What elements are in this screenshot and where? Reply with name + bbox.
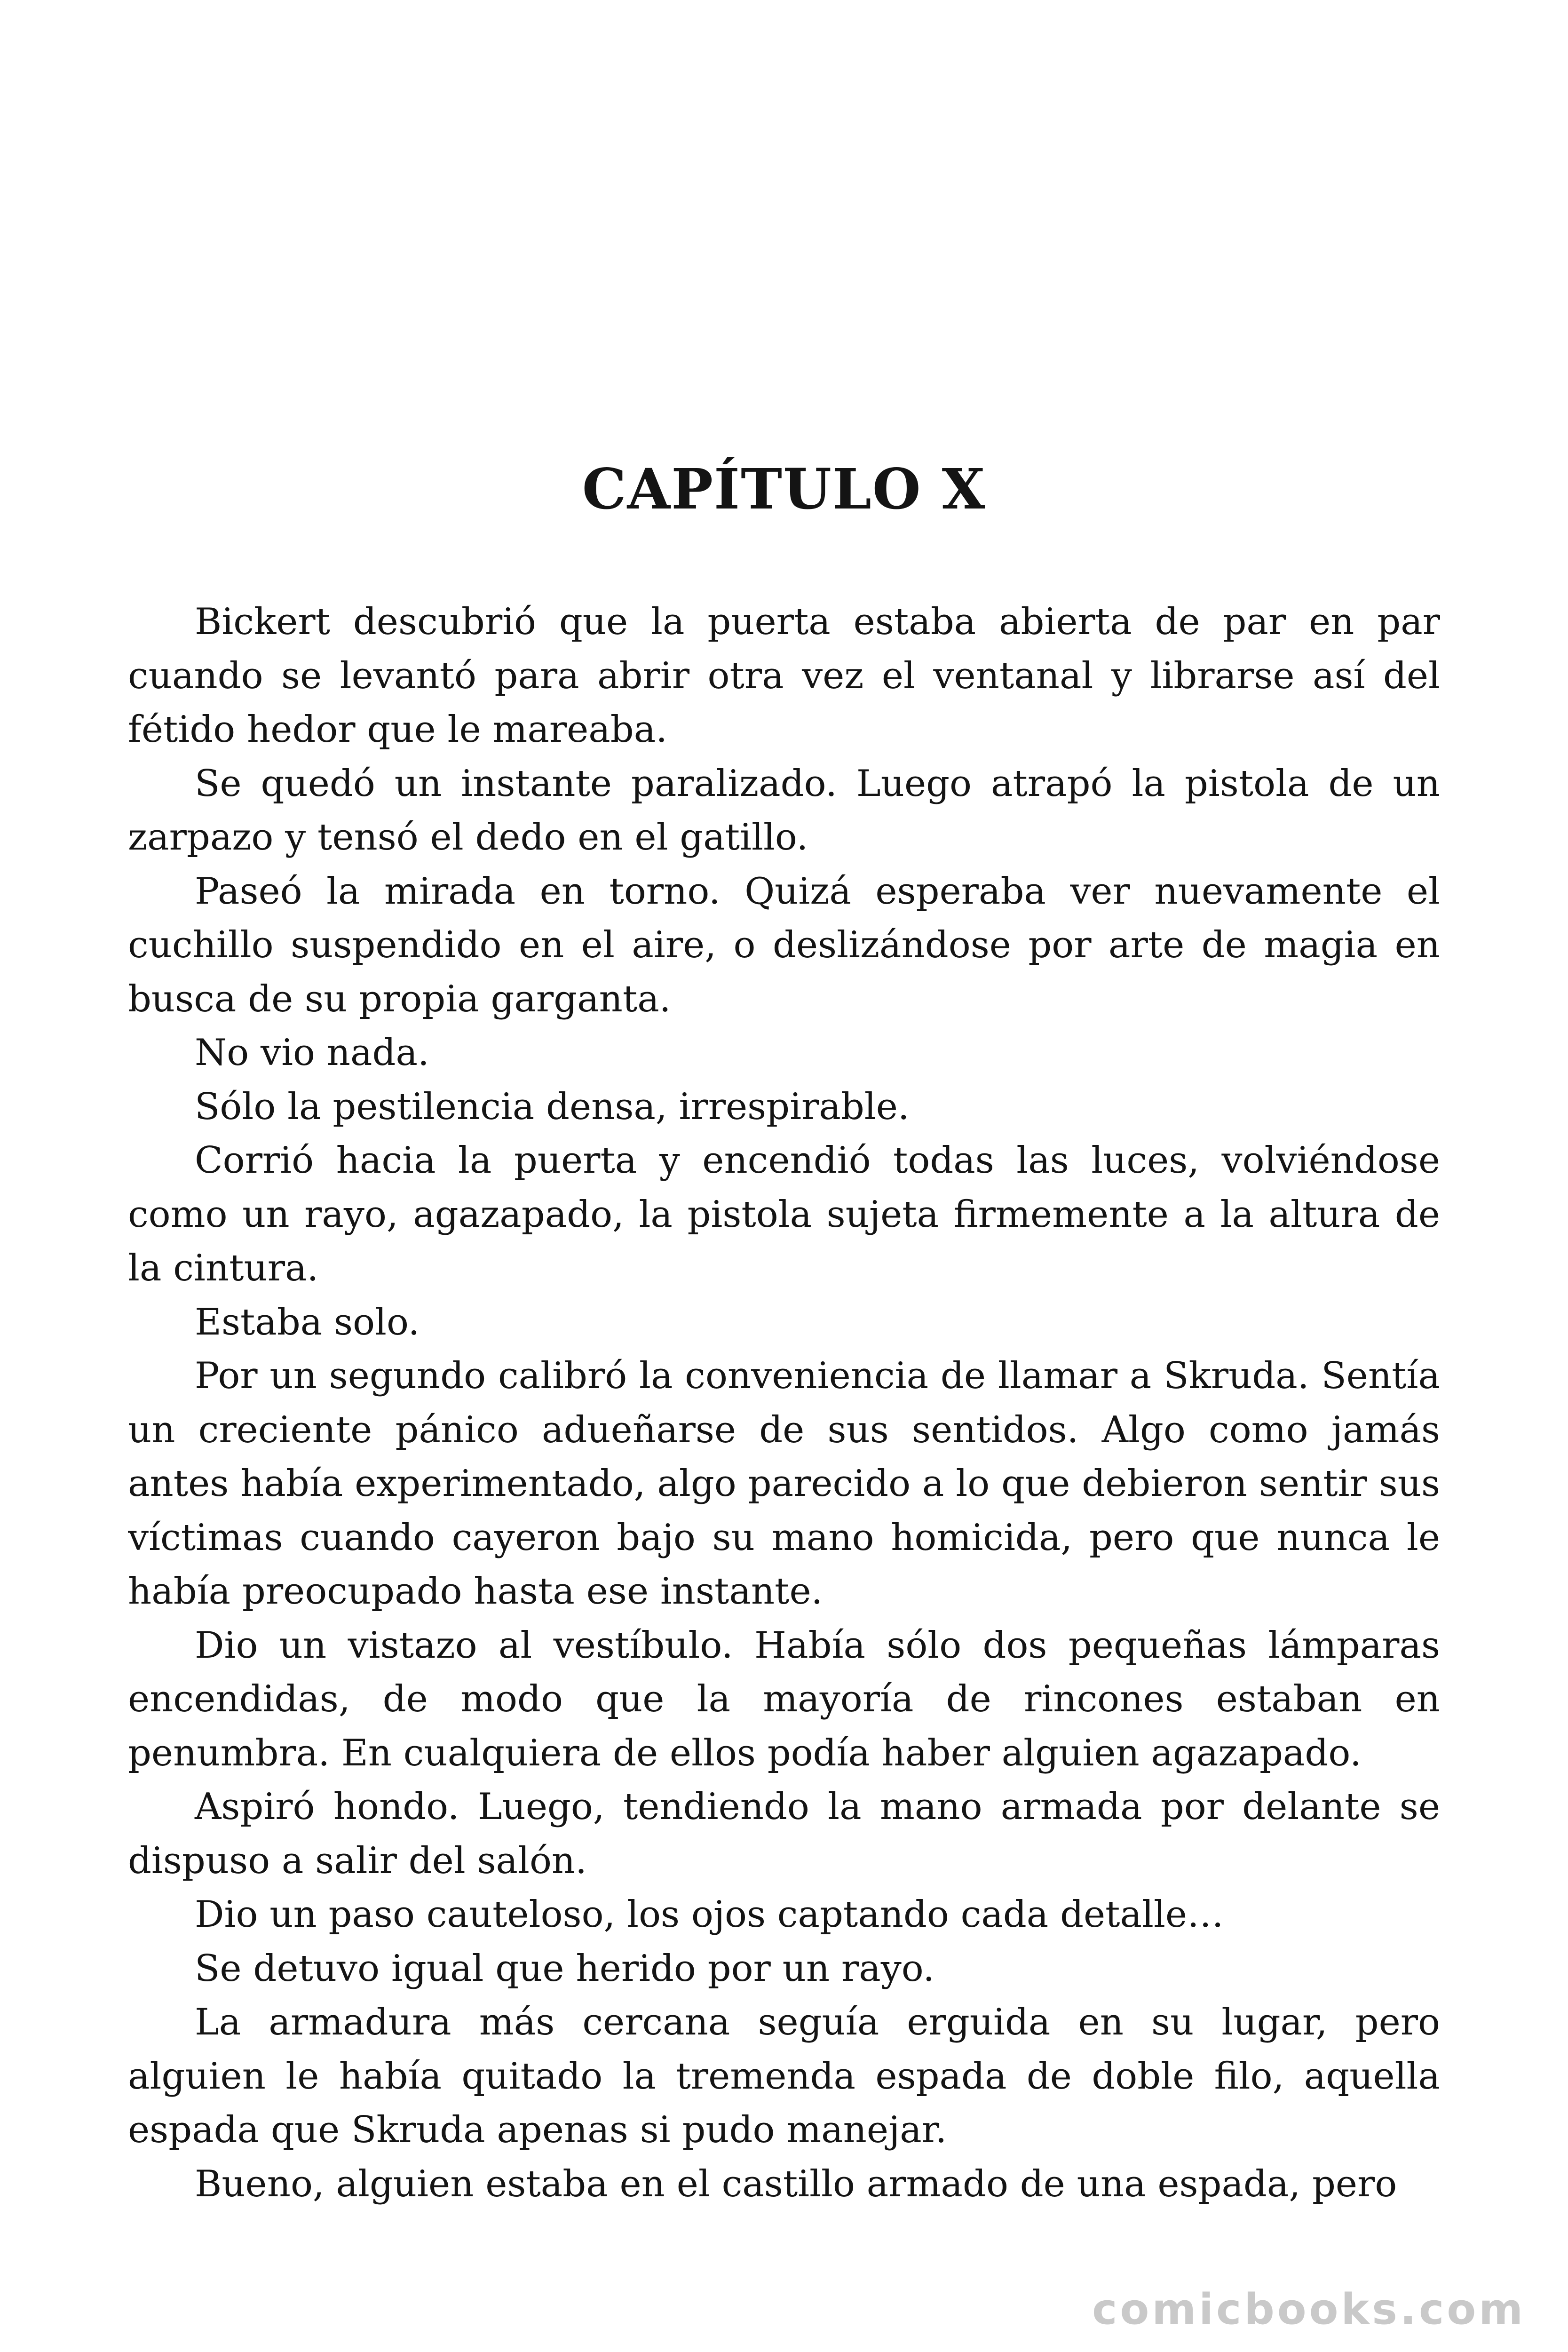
paragraph: Bueno, alguien estaba en el castillo armado de una espada, pero	[195, 2162, 1397, 2205]
chapter-body	[128, 595, 1440, 2223]
chapter-title: CAPÍTULO X	[582, 456, 986, 522]
paragraph: Sólo la pestilencia densa, irrespirable.	[195, 1085, 910, 1128]
paragraph: Bickert descubrió que la puerta estaba abierta de par en par cuando se levantó para abrir otra vez el ventanal y librarse así del fétido hedor que le mareaba.	[128, 601, 1440, 751]
paragraph: Se quedó un instante paralizado. Luego atrapó la pistola de un zarpazo y tensó el dedo en el gatillo.	[128, 762, 1440, 858]
paragraph: Estaba solo.	[195, 1301, 420, 1343]
paragraph: La armadura más cercana seguía erguida en su lugar, pero alguien le había quitado la tremenda espada de doble filo, aquella espada que Skruda apenas si pudo manejar.	[128, 2001, 1440, 2151]
paragraph: Dio un paso cauteloso, los ojos captando cada detalle…	[195, 1893, 1224, 1936]
paragraph: Aspiró hondo. Luego, tendiendo la mano armada por delante se dispuso a salir del salón.	[128, 1786, 1440, 1882]
paragraph: Dio un vistazo al vestíbulo. Había sólo dos pequeñas lámparas encendidas, de modo que la mayoría de rincones estaban en penumbra. En cualquiera de ellos podía haber alguien agazapado.	[128, 1624, 1440, 1774]
paragraph: Corrió hacia la puerta y encendió todas las luces, volviéndose como un rayo, agazapado, la pistola sujeta firmemente a la altura de la cintura.	[128, 1139, 1440, 1289]
paragraph: No vio nada.	[195, 1032, 429, 1074]
paragraph: Paseó la mirada en torno. Quizá esperaba ver nuevamente el cuchillo suspendido en el aire, o deslizándose por arte de magia en busca de su propia garganta.	[128, 870, 1440, 1020]
watermark: comicbooks.com	[1092, 2285, 1526, 2334]
paragraph: Por un segundo calibró la conveniencia de llamar a Skruda. Sentía un creciente pánico adueñarse de sus sentidos. Algo como jamás antes había experimentado, algo parecido a lo que debieron sentir sus víctimas cuando cayeron bajo su mano homicida, pero que nunca le había preocupado hasta ese instante.	[128, 1355, 1440, 1613]
paragraph: Se detuvo igual que herido por un rayo.	[195, 1947, 935, 1990]
